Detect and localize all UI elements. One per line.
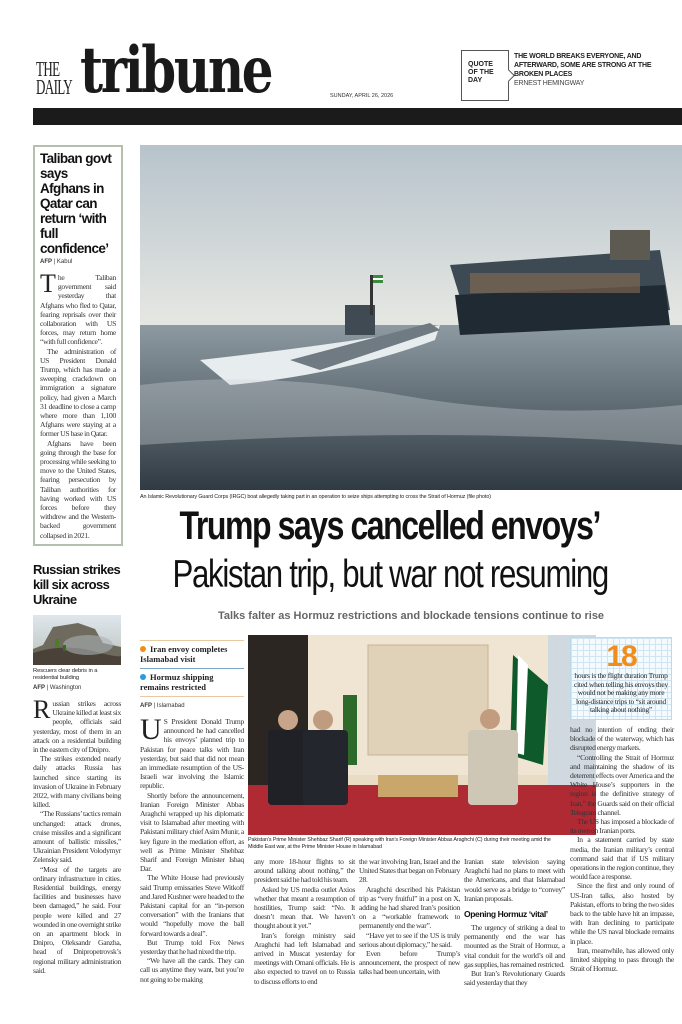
main-story-column-4 [464, 857, 565, 987]
paragraph: But Iran’s Revolutionary Guards said yesterday that they [464, 969, 565, 988]
paragraph: Iran’s foreign ministry said Araghchi had left Islamabad and arrived in Muscat yesterday for meetings with Omani officials. He is also expected to travel on to Russia to discuss efforts to end [254, 930, 355, 986]
issue-date: SUNDAY, APRIL 26, 2026 [330, 93, 394, 99]
irgc-boat-ship-image [140, 145, 682, 490]
orange-dot-icon [140, 646, 146, 652]
paragraphs [570, 725, 674, 973]
masthead-the-daily [36, 57, 73, 99]
main-story-first-column [140, 640, 244, 984]
paragraph: The urgency of striking a deal to permanently end the war has mounted as the Strait of Hormuz, a vital conduit for the world’s oil and gas supplies, has remained restricted. [464, 923, 565, 969]
paragraph: Shortly before the announcement, Iranian Foreign Minister Abbas Araghchi wrapped up his diplomatic visit to Islamabad after meeting with Pakistani military chief Asim Munir, a key figure in the mediation effort, as well as Prime Minister Shehbaz Sharif and Foreign Minister Ishaq Dar. [140, 790, 244, 874]
quote-label-line: QUOTE [468, 61, 493, 68]
side-story-headline[interactable]: Russian strikes kill six across Ukraine [33, 561, 121, 607]
main-headline-line2-row [140, 553, 640, 597]
quote-of-the-day-label [461, 50, 509, 101]
masthead-daily: DAILY [36, 75, 73, 99]
byline: AFP | Kabul [40, 259, 73, 265]
paragraph: Asked by US media outlet Axios whether that meant a resumption of hostilities, Trump said: “No. It doesn’t mean that. We haven’t thought about it yet.” [254, 884, 355, 931]
side-story-taliban [33, 145, 123, 546]
stat-number: 18 [606, 640, 636, 673]
main-story-column-2 [254, 857, 355, 987]
main-story-middle-columns [248, 837, 566, 987]
paragraph: ussian strikes across Ukraine killed at least six people, officials said yesterday, most of them in an attack on a residential building in the eastern city of Dnipro. [33, 698, 121, 754]
paragraph: Iranian state television saying Araghchi had no plans to meet with the Americans, and that Islamabad would serve as a bridge to “convey” Iranian proposals. [464, 857, 565, 903]
photo-caption: Rescuers clear debris in a residential building [33, 667, 98, 681]
stat-callout [570, 637, 672, 720]
byline-location: Kabul [56, 259, 73, 265]
byline-location: Islamabad [156, 703, 185, 709]
drop-cap: U [140, 713, 162, 746]
sharif-araghchi-meeting-image [248, 635, 596, 835]
paragraph: The administration of US President Donald Trump, which has made a sweeping crackdown on immigration a signature policy, had given a March 31 deadline to close a camp where more than 1,100 Afghans were staying at a former US base in Qatar. [40, 346, 116, 439]
paragraphs [464, 857, 565, 903]
masthead-the: THE [36, 57, 60, 81]
meeting-photo [248, 635, 596, 835]
story-highlights [140, 640, 244, 709]
paragraph: In a statement carried by state media, the Iranian military’s central command said that if US military operations in the region continue, they would face a response. [570, 835, 674, 882]
byline-agency: AFP [140, 703, 152, 709]
paragraph: any more 18-hour flights to sit around talking about nothing,” the president said he had told his team. [254, 857, 355, 885]
byline-agency: AFP [40, 259, 52, 265]
paragraph: S President Donald Trump announced he had cancelled his envoys’ planned trip to Pakistan for peace talks with Iran yesterday, but said that did not mean an immediate resumption of the US-Israeli war involving the Islamic republic. [140, 717, 244, 791]
masthead-band [33, 108, 682, 125]
paragraph: Iran, meanwhile, has allowed only limited shipping to pass through the Strait of Hormuz. [570, 945, 674, 974]
main-story-column-1 [140, 713, 244, 984]
paragraphs [254, 857, 355, 986]
paragraphs [359, 857, 460, 977]
paragraph: “Most of the targets are ordinary infrastructure in cities. Residential buildings, energy facilities and businesses have been damaged,” he said. Four people were killed and 27 wounded in one overnight strike on an apartment block in Dnipro, Oleksandr Ganzha, head of Dnipropetrovsk’s regional military administration said. [33, 864, 121, 975]
paragraphs [464, 923, 565, 987]
drop-cap: R [33, 694, 51, 724]
section-subhead: Opening Hormuz ‘vital’ [464, 909, 548, 920]
main-headline-line2[interactable]: Pakistan trip, but war not resuming [172, 553, 608, 596]
highlight-item [140, 669, 244, 697]
paragraph: The US has imposed a blockade of its own on Iranian ports. [570, 817, 674, 836]
highlight-item [140, 640, 244, 669]
left-column [33, 145, 123, 975]
quote-label-line: DAY [468, 77, 483, 84]
stat-text: hours is the flight duration Trump cited when telling his envoys they would not be making any more long-distance trips to “sit around talking about nothing” [574, 671, 668, 715]
paragraphs [140, 713, 244, 984]
quote-label-line: OF THE [468, 69, 494, 76]
byline: AFP | Islamabad [140, 703, 185, 709]
main-photo-caption: An Islamic Revolutionary Guard Corps (IRGC) boat allegedly taking part in an operation to seize ships attempting to cross the Strait of Hormuz (file photo) [140, 494, 491, 500]
quote-of-the-day [514, 52, 664, 88]
main-story-last-column [570, 637, 674, 973]
paragraph: Even before Trump’s announcement, the prospect of new talks had been uncertain, with [359, 949, 460, 977]
quote-author: ERNEST HEMINGWAY [514, 80, 585, 87]
main-headline-line1[interactable]: Trump says cancelled envoys’ [179, 504, 601, 548]
main-story-column-5 [570, 725, 674, 973]
drop-cap: T [40, 269, 56, 298]
ukraine-debris-photo [33, 615, 121, 665]
paragraph: he Taliban government said yesterday that Afghans who fled to Qatar, fearing reprisals over their collaboration with US forces, may return home “with full confidence”. [40, 273, 116, 347]
paragraph: “Controlling the Strait of Hormuz and maintaining the shadow of its deterrent effects over America and the White House’s supporters in the region is the definitive strategy of Iran,” the Guards said on their official Telegram channel. [570, 752, 674, 817]
paragraph: “The Russians’ tactics remain unchanged: attack drones, cruise missiles and a significant amount of ballistic missiles,” Ukrainian President Volodymyr Zelensky said. [33, 809, 121, 865]
paragraph: “Have yet to see if the US is truly serious about diplomacy,” he said. [359, 930, 460, 949]
paragraph: Araghchi described his Pakistan trip as “very fruitful” in a post on X, adding he had shared Iran’s position on a “workable framework to permanently end the war”. [359, 884, 460, 931]
main-photo-irgc-boat [140, 145, 682, 490]
paragraph: Afghans have been going through the base for processing while seeking to move to the United States, fearing persecution by Taliban authorities for having worked with US forces before they withdrew and the Western-backed government collapsed in 2021. [40, 438, 116, 540]
paragraph: the war involving Iran, Israel and the United States that began on February 28. [359, 857, 460, 885]
byline-location: Washington [49, 684, 82, 691]
masthead-title: tribune [80, 33, 272, 108]
side-story-russia [33, 562, 121, 975]
quote-text: THE WORLD BREAKS EVERYONE, AND AFTERWARD, SOME ARE STRONG AT THE BROKEN PLACES [514, 53, 652, 78]
paragraph: had no intention of ending their blockade of the waterway, which has disrupted energy markets. [570, 724, 674, 753]
byline-agency: AFP [33, 684, 45, 691]
paragraph: “We have all the cards. They can call us anytime they want, but you’re not going to be making [140, 956, 244, 984]
paragraph: The strikes extended nearly daily attacks Russia has launched since starting its invasion of Ukraine in February 2022, with many civilians being killed. [33, 754, 121, 810]
paragraphs [33, 694, 121, 975]
main-story-column-3 [359, 857, 460, 987]
side-story-headline[interactable]: Taliban govt says Afghans in Qatar can return ‘with full confidence’ [40, 151, 112, 256]
highlight-text: Iran envoy completes Islamabad visit [140, 644, 228, 664]
paragraph: Since the first and only round of US-Iran talks, also hosted by Pakistan, efforts to bring the two sides back to the table have hit an impasse, with Iran declining to participate while the US naval blockade remains in place. [570, 881, 674, 946]
byline: AFP | Washington [33, 684, 82, 691]
paragraph: But Trump told Fox News yesterday that he had nixed the trip. [140, 937, 244, 957]
main-headline-line1-row [140, 504, 640, 548]
blue-dot-icon [140, 674, 146, 680]
paragraph: The White House had previously said Trump emissaries Steve Witkoff and Jared Kushner were headed to the Pakistani capital for an “in-person conversation” with the Iranians that would “hopefully move the ball forward towards a deal”. [140, 873, 244, 938]
paragraphs [40, 269, 116, 540]
highlight-text: Hormuz shipping remains restricted [140, 672, 214, 692]
meeting-photo-caption: Pakistan’s Prime Minister Shehbaz Sharif (R) speaking with Iran’s Foreign Minister Abbas Araghchi (C) during their meeting amid the Middle East war, at the Prime Minister House in Islamabad [248, 837, 551, 850]
main-subheadline: Talks falter as Hormuz restrictions and blockade tensions continue to rise [217, 610, 605, 622]
